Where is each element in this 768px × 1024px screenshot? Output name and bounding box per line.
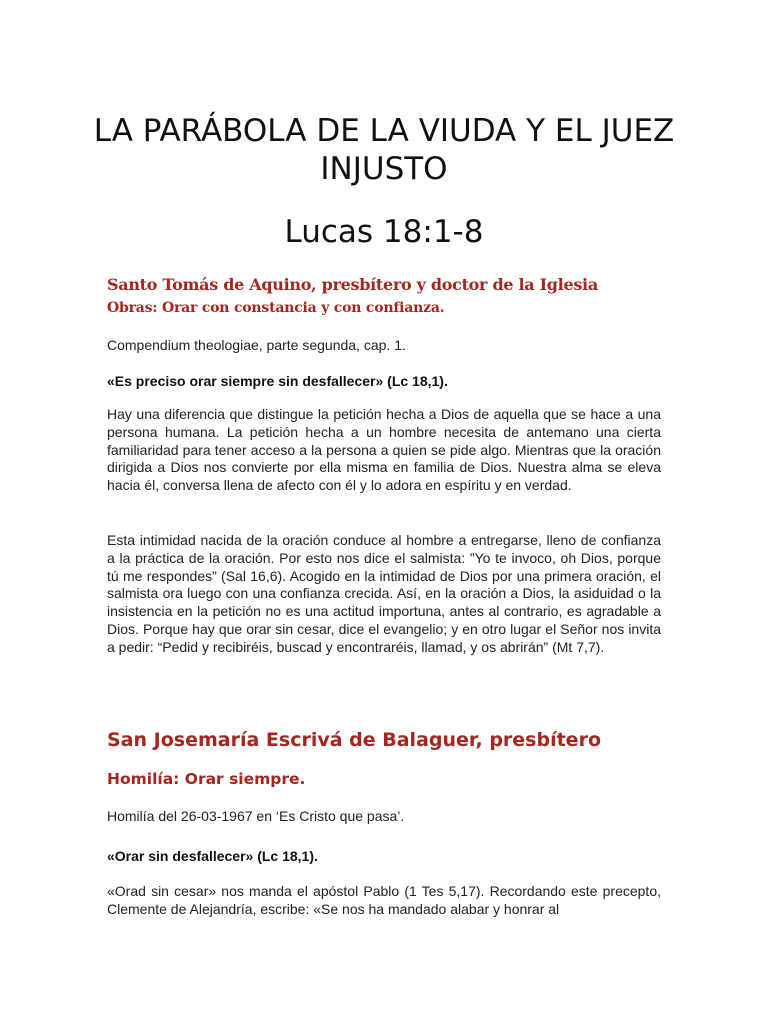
document-title: LA PARÁBOLA DE LA VIUDA Y EL JUEZ INJUSTO	[93, 113, 675, 187]
scripture-reference: Lucas 18:1-8	[284, 214, 484, 250]
section2-source: Homilía del 26-03-1967 en ‘Es Cristo que pasa’.	[107, 808, 405, 824]
section1-source: Compendium theologiae, parte segunda, cap. 1.	[107, 337, 406, 353]
section1-paragraph-2: Esta intimidad nacida de la oración conduce al hombre a entregarse, lleno de confianza a la práctica de la oración. Por esto nos dice el salmista: ”Yo te invoco, oh Dios, porque tú me respondes” (Sal 16,6). Acogido en la intimidad de Dios por una primera oración, el salmista ora luego con una confianza crecida. Así, en la oración a Dios, la asiduidad o la insistencia en la petición no es una actitud importuna, antes al contrario, es agradable a Dios. Porque hay que orar sin cesar, dice el evangelio; y en otro lugar el Señor nos invita a pedir: “Pedid y recibiréis, buscad y encontraréis, llamad, y os abrirán” (Mt 7,7).	[107, 532, 661, 655]
section2-author-heading: San Josemaría Escrivá de Balaguer, presbítero	[107, 729, 601, 751]
section2-quote: «Orar sin desfallecer» (Lc 18,1).	[107, 848, 318, 864]
section2-work-subheading: Homilía: Orar siempre.	[107, 770, 306, 788]
section1-quote: «Es preciso orar siempre sin desfallecer» (Lc 18,1).	[107, 373, 448, 389]
section2-paragraph-1: «Orad sin cesar» nos manda el apóstol Pablo (1 Tes 5,17). Recordando este precepto, Clemente de Alejandría, escribe: «Se nos ha mandado alabar y honrar al	[107, 883, 661, 917]
section1-paragraph-1: Hay una diferencia que distingue la petición hecha a Dios de aquella que se hace a una persona humana. La petición hecha a un hombre necesita de antemano una cierta familiaridad para tener acceso a la persona a quien se pide algo. Mientras que la oración dirigida a Dios nos convierte por ella misma en familia de Dios. Nuestra alma se eleva hacia él, conversa llena de afecto con él y lo adora en espíritu y en verdad.	[107, 406, 661, 494]
section1-work-subheading: Obras: Orar con constancia y con confianza.	[107, 300, 445, 316]
section1-author-heading: Santo Tomás de Aquino, presbítero y doctor de la Iglesia	[107, 275, 598, 294]
